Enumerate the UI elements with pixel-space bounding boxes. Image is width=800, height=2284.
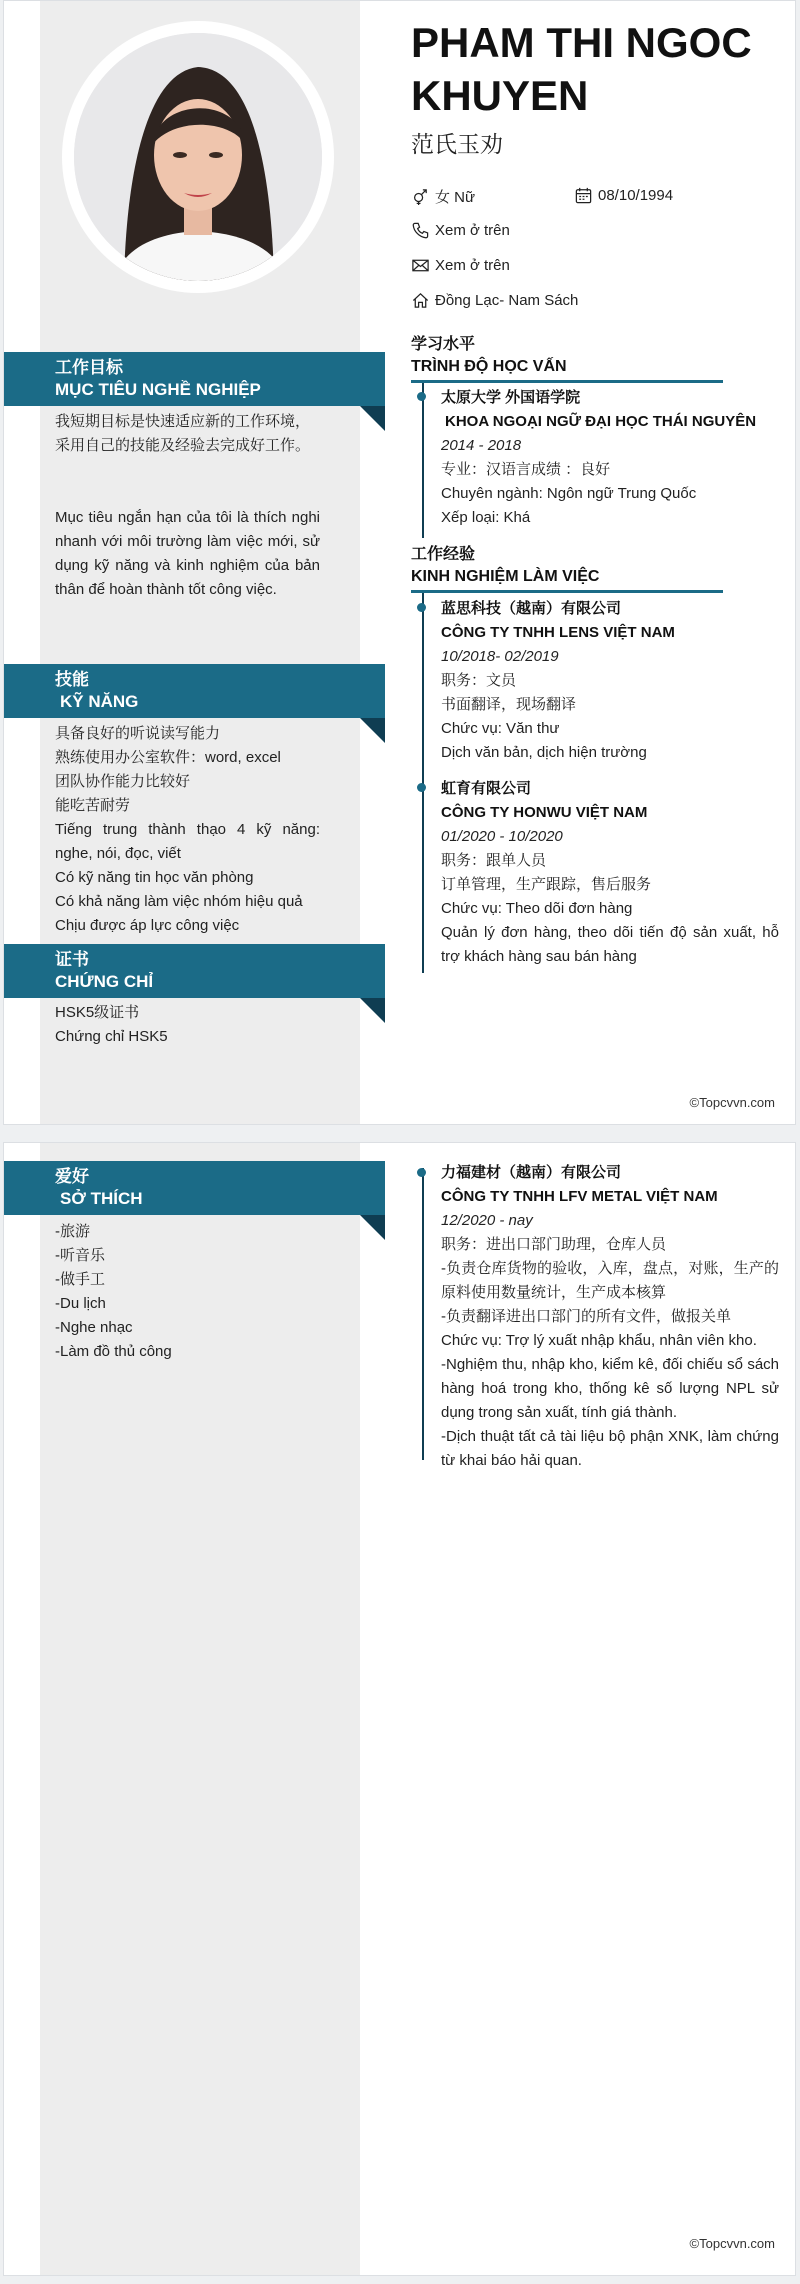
school-name-vn: KHOA NGOẠI NGỮ ĐẠI HỌC THÁI NGUYÊN (445, 413, 757, 430)
experience-title-cn: 工作经验 (411, 546, 476, 563)
cv-page-1 (3, 0, 796, 1125)
education-major-vn: Chuyên ngành: Ngôn ngữ Trung Quốc (441, 485, 697, 502)
skill-item: Chịu được áp lực công việc (55, 917, 240, 934)
objective-text-cn: 我短期目标是快速适应新的工作环境，采用自己的技能及经验去完成好工作。 (55, 413, 311, 454)
hobbies-banner-fold (360, 1215, 385, 1240)
address-row (411, 291, 578, 310)
skill-item: 能吃苦耐劳 (55, 797, 131, 814)
certificate-item: Chứng chỉ HSK5 (55, 1028, 168, 1045)
objective-banner-fold (360, 406, 385, 431)
skill-item: 团队协作能力比较好 (55, 773, 191, 790)
job-duty-cn: 订单管理，生产跟踪，售后服务 (441, 876, 652, 893)
email-row (411, 256, 510, 275)
skills-title-vn: KỸ NĂNG (60, 692, 139, 711)
hobby-item: -旅游 (55, 1223, 90, 1240)
experience-rule (411, 590, 723, 593)
name-line-1: PHAM THI NGOC (411, 19, 752, 66)
objective-title-vn: MỤC TIÊU NGHỀ NGHIỆP (55, 380, 261, 399)
job-period: 10/2018- 02/2019 (441, 648, 559, 665)
job-period: 12/2020 - nay (441, 1212, 533, 1229)
profile-photo (74, 33, 322, 281)
education-timeline (422, 383, 424, 538)
job-role-cn: 职务：文员 (441, 672, 517, 689)
job-company-cn: 力福建材（越南）有限公司 (441, 1164, 622, 1181)
name-line-2: KHUYEN (411, 72, 589, 119)
certificates-banner-fold (360, 998, 385, 1023)
skill-item: Tiếng trung thành thạo 4 kỹ năng: nghe, nói, đọc, viết (55, 821, 320, 862)
job-duty-vn: -Dịch thuật tất cả tài liệu bộ phận XNK, làm chứng từ khai báo hải quan. (441, 1428, 779, 1469)
phone-row (411, 221, 510, 240)
job-duty-cn: -负责仓库货物的验收，入库，盘点，对账，生产的原料使用数量统计，生产成本核算 (441, 1260, 779, 1301)
birthdate-row (574, 186, 673, 205)
school-name-cn: 太原大学 外国语学院 (441, 389, 581, 406)
certificates-title-cn: 证书 (55, 950, 89, 969)
job-duty-vn: Quản lý đơn hàng, theo dõi tiến độ sản xuất, hỗ trợ khách hàng sau bán hàng (441, 924, 779, 965)
job-company-vn: CÔNG TY HONWU VIỆT NAM (441, 804, 648, 821)
education-title-cn: 学习水平 (411, 336, 476, 353)
hobby-item: -Làm đồ thủ công (55, 1343, 172, 1360)
job-company-vn: CÔNG TY TNHH LENS VIỆT NAM (441, 624, 675, 641)
timeline-dot (417, 392, 426, 401)
gender-icon (411, 187, 430, 206)
education-rule (411, 380, 723, 383)
hobbies-banner (4, 1161, 385, 1215)
phone-icon (411, 221, 430, 240)
skill-item: Có khả năng làm việc nhóm hiệu quả (55, 893, 303, 910)
job-role-vn: Chức vụ: Trợ lý xuất nhập khẩu, nhân viên kho. (441, 1332, 757, 1349)
cv-page-2 (3, 1142, 796, 2276)
avatar (74, 33, 322, 281)
job-duty-vn: -Nghiệm thu, nhập kho, kiểm kê, đối chiếu sổ sách hàng hoá trong kho, thống kê số lượng NPL sử dụng trong sản xuất, tính giá thành. (441, 1356, 779, 1421)
gender-value: 女 Nữ (435, 189, 476, 206)
experience-title-vn: KINH NGHIỆM LÀM VIỆC (411, 568, 600, 585)
objective-banner (4, 352, 385, 406)
hobby-item: -做手工 (55, 1271, 105, 1288)
footer-watermark: ©Topcvvn.com (689, 2236, 775, 2251)
timeline-dot (417, 1168, 426, 1177)
skills-title-cn: 技能 (55, 670, 89, 689)
timeline-dot (417, 783, 426, 792)
job-duty-cn: -负责翻译进出口部门的所有文件，做报关单 (441, 1308, 731, 1325)
job-role-cn: 职务：跟单人员 (441, 852, 547, 869)
skill-item: 熟练使用办公室软件：word, excel (55, 749, 281, 766)
job-company-cn: 虹育有限公司 (441, 780, 532, 797)
footer-watermark: ©Topcvvn.com (689, 1095, 775, 1110)
chinese-name: 范氏玉劝 (411, 131, 503, 157)
certificate-item: HSK5级证书 (55, 1004, 140, 1021)
home-icon (411, 291, 430, 310)
phone-value: Xem ở trên (435, 222, 510, 239)
education-title-vn: TRÌNH ĐỘ HỌC VẤN (411, 358, 567, 375)
job-role-vn: Chức vụ: Theo dõi đơn hàng (441, 900, 633, 917)
education-major-cn: 专业：汉语言成绩 ：良好 (441, 461, 611, 478)
experience-timeline (422, 1168, 424, 1460)
candidate-name (411, 16, 781, 122)
timeline-dot (417, 603, 426, 612)
education-grade: Xếp loại: Khá (441, 509, 531, 526)
hobbies-title-cn: 爱好 (55, 1167, 89, 1186)
education-period: 2014 - 2018 (441, 437, 522, 454)
skills-banner (4, 664, 385, 718)
skills-banner-fold (360, 718, 385, 743)
objective-title-cn: 工作目标 (55, 358, 123, 377)
job-role-vn: Chức vụ: Văn thư (441, 720, 560, 737)
job-role-cn: 职务：进出口部门助理，仓库人员 (441, 1236, 667, 1253)
job-company-cn: 蓝思科技（越南）有限公司 (441, 600, 622, 617)
skill-item: Có kỹ năng tin học văn phòng (55, 869, 254, 886)
hobby-item: -听音乐 (55, 1247, 105, 1264)
hobbies-title-vn: SỞ THÍCH (60, 1189, 143, 1208)
job-period: 01/2020 - 10/2020 (441, 828, 563, 845)
hobby-item: -Nghe nhạc (55, 1319, 133, 1336)
birthdate-value: 08/10/1994 (598, 187, 674, 204)
objective-text-vn: Mục tiêu ngắn hạn của tôi là thích nghi nhanh với môi trường làm việc mới, sử dụng kỹ năng và kinh nghiệm của bản thân để hoàn thành tốt công việc. (55, 509, 320, 598)
gender-row (411, 186, 475, 207)
hobby-item: -Du lịch (55, 1295, 106, 1312)
job-duty-cn: 书面翻译，现场翻译 (441, 696, 577, 713)
skill-item: 具备良好的听说读写能力 (55, 725, 221, 742)
avatar-frame (62, 21, 334, 293)
certificates-banner (4, 944, 385, 998)
calendar-icon (574, 186, 593, 205)
address-value: Đồng Lạc- Nam Sách (435, 292, 579, 309)
job-company-vn: CÔNG TY TNHH LFV METAL VIỆT NAM (441, 1188, 718, 1205)
certificates-title-vn: CHỨNG CHỈ (55, 972, 154, 991)
email-value: Xem ở trên (435, 257, 510, 274)
job-duty-vn: Dịch văn bản, dịch hiện trường (441, 744, 647, 761)
mail-icon (411, 256, 430, 275)
